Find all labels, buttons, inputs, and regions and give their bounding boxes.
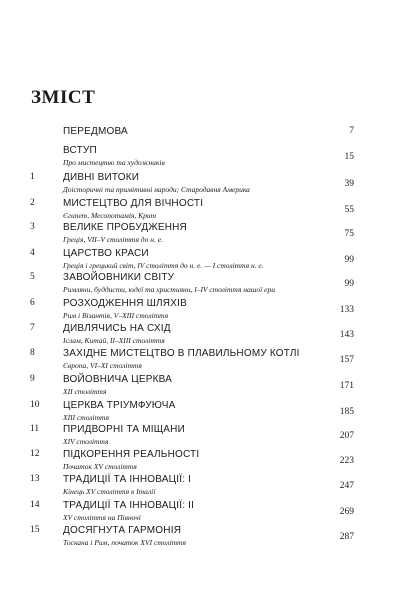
toc-entry-subtitle: XIV століття: [63, 437, 109, 446]
toc-entry-page: 287: [339, 532, 354, 542]
toc-entry-heading: ТРАДИЦІЇ ТА ІННОВАЦІЇ: I: [63, 474, 192, 485]
toc-entry-heading: ЦЕРКВА ТРІУМФУЮЧА: [63, 400, 176, 411]
toc-entry-heading: ПРИДВОРНІ ТА МІЩАНИ: [63, 424, 185, 435]
toc-entry-subtitle: Греція, VII–V століття до н. е.: [63, 235, 163, 244]
toc-entry-heading: ВСТУП: [63, 145, 97, 156]
toc-entry-heading: ЗАВОЙОВНИКИ СВІТУ: [63, 272, 175, 283]
toc-entry-page: 269: [339, 507, 354, 517]
toc-entry-heading: ПЕРЕДМОВА: [63, 126, 128, 137]
toc-entry-number: 5: [30, 272, 35, 282]
toc-entry-page: 99: [344, 255, 354, 265]
toc-entry-page: 39: [344, 179, 354, 189]
toc-entry-number: 12: [30, 449, 40, 459]
toc-entry-heading: ДИВЛЯЧИСЬ НА СХІД: [63, 323, 171, 334]
toc-entry-page: 157: [339, 355, 354, 365]
toc-entry-subtitle: Початок XV століття: [63, 462, 137, 471]
toc-entry-number: 7: [30, 323, 35, 333]
toc-entry-heading: ДОСЯГНУТА ГАРМОНІЯ: [63, 525, 182, 536]
toc-entry-number: 13: [30, 474, 40, 484]
toc-entry-number: 14: [30, 500, 40, 510]
toc-entry-page: 15: [344, 152, 354, 162]
toc-entry-page: 55: [344, 205, 354, 215]
toc-entry-number: 8: [30, 348, 35, 358]
toc-entry-number: 2: [30, 198, 35, 208]
toc-entry-page: 143: [339, 330, 354, 340]
toc-entry-number: 1: [30, 172, 35, 182]
toc-entry-subtitle: Рим і Візантія, V–XIII століття: [63, 311, 169, 320]
toc-entry-subtitle: XIII століття: [63, 413, 110, 422]
toc-entry-subtitle: XV століття на Півночі: [63, 513, 141, 522]
toc-entry-page: 223: [339, 456, 354, 466]
toc-entry-subtitle: Кінець XV століття в Італії: [63, 487, 156, 496]
toc-entry-heading: ТРАДИЦІЇ ТА ІННОВАЦІЇ: II: [63, 500, 195, 511]
toc-entry-number: 11: [30, 424, 40, 434]
toc-entry-page: 247: [339, 481, 354, 491]
toc-entry-heading: ДИВНІ ВИТОКИ: [63, 172, 140, 183]
page-title: ЗМІСТ: [31, 87, 96, 108]
toc-entry-subtitle: Європа, VI–XI століття: [63, 361, 142, 370]
toc-entry-number: 4: [30, 248, 35, 258]
toc-entry-subtitle: Римляни, буддисти, юдеї та християни, I–IV століття нашої ери: [63, 285, 275, 294]
toc-entry-subtitle: Греція і грецький світ, IV століття до н. е. — I століття н. е.: [63, 261, 264, 270]
toc-entry-page: 133: [339, 305, 354, 315]
toc-entry-number: 15: [30, 525, 40, 535]
toc-entry-subtitle: XII століття: [63, 387, 107, 396]
toc-entry-page: 207: [339, 431, 354, 441]
toc-entry-subtitle: Тоскана і Рим, початок XVI століття: [63, 538, 187, 547]
toc-entry-heading: ЗАХІДНЕ МИСТЕЦТВО В ПЛАВИЛЬНОМУ КОТЛІ: [63, 348, 300, 359]
toc-entry-page: 185: [339, 407, 354, 417]
toc-entry-number: 9: [30, 374, 35, 384]
toc-entry-subtitle: Єгипет, Месопотамія, Крит: [63, 211, 157, 220]
toc-entry-number: 3: [30, 222, 35, 232]
toc-entry-heading: ПІДКОРЕННЯ РЕАЛЬНОСТІ: [63, 449, 200, 460]
toc-entry-page: 7: [349, 126, 354, 136]
toc-entry-heading: ВОЙОВНИЧА ЦЕРКВА: [63, 374, 173, 385]
toc-entry-page: 171: [339, 381, 354, 391]
toc-entry-number: 10: [30, 400, 40, 410]
toc-entry-heading: ЦАРСТВО КРАСИ: [63, 248, 149, 259]
toc-entry-heading: ВЕЛИКЕ ПРОБУДЖЕННЯ: [63, 222, 187, 233]
toc-entry-page: 75: [344, 229, 354, 239]
toc-entry-subtitle: Про мистецтво та художників: [63, 158, 165, 167]
toc-entry-subtitle: Доісторичні та примітивні народи; Стародавня Америка: [63, 185, 250, 194]
toc-entry-number: 6: [30, 298, 35, 308]
toc-entry-heading: МИСТЕЦТВО ДЛЯ ВІЧНОСТІ: [63, 198, 204, 209]
toc-entry-page: 99: [344, 279, 354, 289]
toc-entry-subtitle: Іслам, Китай, II–XIII століття: [63, 336, 165, 345]
toc-entry-heading: РОЗХОДЖЕННЯ ШЛЯХІВ: [63, 298, 187, 309]
